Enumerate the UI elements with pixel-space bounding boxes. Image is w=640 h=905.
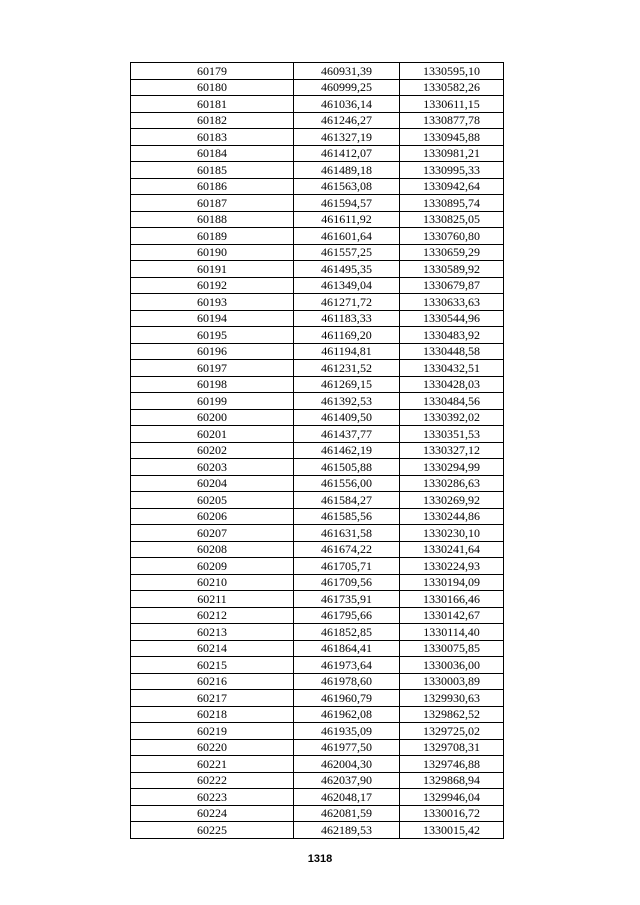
table-row	[131, 360, 504, 377]
point-id-cell: 60200	[131, 409, 294, 426]
y-coordinate-cell: 1330269,92	[400, 492, 504, 509]
y-coordinate-cell: 1330230,10	[400, 525, 504, 542]
x-coordinate-cell: 461601,64	[294, 228, 400, 245]
x-coordinate-cell: 461631,58	[294, 525, 400, 542]
table-row	[131, 409, 504, 426]
point-id-cell: 60185	[131, 162, 294, 179]
y-coordinate-cell: 1330351,53	[400, 426, 504, 443]
point-id-cell: 60184	[131, 145, 294, 162]
y-coordinate-cell: 1330428,03	[400, 376, 504, 393]
point-id-cell: 60187	[131, 195, 294, 212]
x-coordinate-cell: 461462,19	[294, 442, 400, 459]
table-row	[131, 591, 504, 608]
y-coordinate-cell: 1330244,86	[400, 508, 504, 525]
x-coordinate-cell: 461705,71	[294, 558, 400, 575]
point-id-cell: 60190	[131, 244, 294, 261]
x-coordinate-cell: 461709,56	[294, 574, 400, 591]
table-row	[131, 756, 504, 773]
y-coordinate-cell: 1330942,64	[400, 178, 504, 195]
x-coordinate-cell: 461036,14	[294, 96, 400, 113]
table-row	[131, 739, 504, 756]
coordinates-table-wrapper	[130, 62, 503, 839]
table-row	[131, 178, 504, 195]
y-coordinate-cell: 1329708,31	[400, 739, 504, 756]
point-id-cell: 60188	[131, 211, 294, 228]
x-coordinate-cell: 461674,22	[294, 541, 400, 558]
point-id-cell: 60198	[131, 376, 294, 393]
point-id-cell: 60181	[131, 96, 294, 113]
x-coordinate-cell: 461409,50	[294, 409, 400, 426]
table-row	[131, 541, 504, 558]
table-row	[131, 723, 504, 740]
table-row	[131, 574, 504, 591]
point-id-cell: 60205	[131, 492, 294, 509]
point-id-cell: 60222	[131, 772, 294, 789]
x-coordinate-cell: 460931,39	[294, 63, 400, 80]
y-coordinate-cell: 1330142,67	[400, 607, 504, 624]
y-coordinate-cell: 1330241,64	[400, 541, 504, 558]
y-coordinate-cell: 1330016,72	[400, 805, 504, 822]
x-coordinate-cell: 461563,08	[294, 178, 400, 195]
x-coordinate-cell: 461978,60	[294, 673, 400, 690]
y-coordinate-cell: 1330760,80	[400, 228, 504, 245]
point-id-cell: 60213	[131, 624, 294, 641]
y-coordinate-cell: 1330981,21	[400, 145, 504, 162]
y-coordinate-cell: 1330003,89	[400, 673, 504, 690]
y-coordinate-cell: 1330611,15	[400, 96, 504, 113]
table-row	[131, 673, 504, 690]
table-row	[131, 195, 504, 212]
x-coordinate-cell: 462004,30	[294, 756, 400, 773]
table-row	[131, 277, 504, 294]
table-row	[131, 690, 504, 707]
table-row	[131, 607, 504, 624]
point-id-cell: 60201	[131, 426, 294, 443]
table-row	[131, 343, 504, 360]
table-row	[131, 508, 504, 525]
y-coordinate-cell: 1329930,63	[400, 690, 504, 707]
x-coordinate-cell: 461557,25	[294, 244, 400, 261]
x-coordinate-cell: 461246,27	[294, 112, 400, 129]
table-row	[131, 426, 504, 443]
x-coordinate-cell: 461183,33	[294, 310, 400, 327]
table-row	[131, 442, 504, 459]
point-id-cell: 60216	[131, 673, 294, 690]
point-id-cell: 60197	[131, 360, 294, 377]
y-coordinate-cell: 1330945,88	[400, 129, 504, 146]
table-row	[131, 525, 504, 542]
y-coordinate-cell: 1330633,63	[400, 294, 504, 311]
y-coordinate-cell: 1329946,04	[400, 789, 504, 806]
x-coordinate-cell: 461852,85	[294, 624, 400, 641]
table-row	[131, 805, 504, 822]
point-id-cell: 60202	[131, 442, 294, 459]
table-row	[131, 772, 504, 789]
point-id-cell: 60208	[131, 541, 294, 558]
y-coordinate-cell: 1330166,46	[400, 591, 504, 608]
point-id-cell: 60212	[131, 607, 294, 624]
x-coordinate-cell: 461594,57	[294, 195, 400, 212]
y-coordinate-cell: 1330589,92	[400, 261, 504, 278]
point-id-cell: 60204	[131, 475, 294, 492]
x-coordinate-cell: 461960,79	[294, 690, 400, 707]
table-row	[131, 459, 504, 476]
table-row	[131, 657, 504, 674]
x-coordinate-cell: 462081,59	[294, 805, 400, 822]
table-row	[131, 789, 504, 806]
table-row	[131, 96, 504, 113]
point-id-cell: 60210	[131, 574, 294, 591]
point-id-cell: 60221	[131, 756, 294, 773]
point-id-cell: 60182	[131, 112, 294, 129]
point-id-cell: 60223	[131, 789, 294, 806]
x-coordinate-cell: 461194,81	[294, 343, 400, 360]
x-coordinate-cell: 461556,00	[294, 475, 400, 492]
point-id-cell: 60219	[131, 723, 294, 740]
y-coordinate-cell: 1330224,93	[400, 558, 504, 575]
table-row	[131, 294, 504, 311]
table-row	[131, 162, 504, 179]
table-row	[131, 63, 504, 80]
x-coordinate-cell: 461864,41	[294, 640, 400, 657]
point-id-cell: 60217	[131, 690, 294, 707]
point-id-cell: 60186	[131, 178, 294, 195]
y-coordinate-cell: 1330286,63	[400, 475, 504, 492]
table-row	[131, 244, 504, 261]
y-coordinate-cell: 1330294,99	[400, 459, 504, 476]
y-coordinate-cell: 1330484,56	[400, 393, 504, 410]
y-coordinate-cell: 1330659,29	[400, 244, 504, 261]
table-row	[131, 211, 504, 228]
y-coordinate-cell: 1330015,42	[400, 822, 504, 839]
table-row	[131, 624, 504, 641]
table-row	[131, 558, 504, 575]
table-row	[131, 376, 504, 393]
point-id-cell: 60183	[131, 129, 294, 146]
point-id-cell: 60214	[131, 640, 294, 657]
x-coordinate-cell: 461437,77	[294, 426, 400, 443]
point-id-cell: 60199	[131, 393, 294, 410]
y-coordinate-cell: 1330895,74	[400, 195, 504, 212]
point-id-cell: 60215	[131, 657, 294, 674]
x-coordinate-cell: 462037,90	[294, 772, 400, 789]
y-coordinate-cell: 1330114,40	[400, 624, 504, 641]
point-id-cell: 60179	[131, 63, 294, 80]
table-row	[131, 327, 504, 344]
x-coordinate-cell: 461584,27	[294, 492, 400, 509]
x-coordinate-cell: 461977,50	[294, 739, 400, 756]
y-coordinate-cell: 1330392,02	[400, 409, 504, 426]
x-coordinate-cell: 461585,56	[294, 508, 400, 525]
table-row	[131, 310, 504, 327]
y-coordinate-cell: 1330544,96	[400, 310, 504, 327]
table-row	[131, 228, 504, 245]
x-coordinate-cell: 461935,09	[294, 723, 400, 740]
y-coordinate-cell: 1330432,51	[400, 360, 504, 377]
point-id-cell: 60192	[131, 277, 294, 294]
point-id-cell: 60189	[131, 228, 294, 245]
x-coordinate-cell: 462048,17	[294, 789, 400, 806]
x-coordinate-cell: 461611,92	[294, 211, 400, 228]
point-id-cell: 60225	[131, 822, 294, 839]
y-coordinate-cell: 1330036,00	[400, 657, 504, 674]
x-coordinate-cell: 461735,91	[294, 591, 400, 608]
x-coordinate-cell: 462189,53	[294, 822, 400, 839]
y-coordinate-cell: 1330327,12	[400, 442, 504, 459]
table-row	[131, 393, 504, 410]
table-row	[131, 129, 504, 146]
point-id-cell: 60220	[131, 739, 294, 756]
x-coordinate-cell: 461392,53	[294, 393, 400, 410]
x-coordinate-cell: 461327,19	[294, 129, 400, 146]
point-id-cell: 60209	[131, 558, 294, 575]
x-coordinate-cell: 461231,52	[294, 360, 400, 377]
point-id-cell: 60191	[131, 261, 294, 278]
x-coordinate-cell: 460999,25	[294, 79, 400, 96]
y-coordinate-cell: 1329862,52	[400, 706, 504, 723]
x-coordinate-cell: 461412,07	[294, 145, 400, 162]
table-row	[131, 706, 504, 723]
table-row	[131, 79, 504, 96]
x-coordinate-cell: 461489,18	[294, 162, 400, 179]
y-coordinate-cell: 1330877,78	[400, 112, 504, 129]
x-coordinate-cell: 461962,08	[294, 706, 400, 723]
point-id-cell: 60194	[131, 310, 294, 327]
table-row	[131, 261, 504, 278]
table-row	[131, 145, 504, 162]
point-id-cell: 60206	[131, 508, 294, 525]
y-coordinate-cell: 1330194,09	[400, 574, 504, 591]
table-row	[131, 822, 504, 839]
point-id-cell: 60195	[131, 327, 294, 344]
point-id-cell: 60193	[131, 294, 294, 311]
x-coordinate-cell: 461505,88	[294, 459, 400, 476]
x-coordinate-cell: 461495,35	[294, 261, 400, 278]
point-id-cell: 60218	[131, 706, 294, 723]
point-id-cell: 60203	[131, 459, 294, 476]
coordinates-table-body	[131, 63, 504, 839]
y-coordinate-cell: 1330075,85	[400, 640, 504, 657]
y-coordinate-cell: 1330595,10	[400, 63, 504, 80]
table-row	[131, 492, 504, 509]
x-coordinate-cell: 461169,20	[294, 327, 400, 344]
point-id-cell: 60211	[131, 591, 294, 608]
y-coordinate-cell: 1329725,02	[400, 723, 504, 740]
y-coordinate-cell: 1330483,92	[400, 327, 504, 344]
x-coordinate-cell: 461349,04	[294, 277, 400, 294]
point-id-cell: 60224	[131, 805, 294, 822]
y-coordinate-cell: 1330679,87	[400, 277, 504, 294]
x-coordinate-cell: 461795,66	[294, 607, 400, 624]
x-coordinate-cell: 461269,15	[294, 376, 400, 393]
table-row	[131, 475, 504, 492]
y-coordinate-cell: 1329746,88	[400, 756, 504, 773]
table-row	[131, 112, 504, 129]
coordinates-table	[130, 62, 504, 839]
page-number: 1318	[307, 853, 333, 865]
x-coordinate-cell: 461973,64	[294, 657, 400, 674]
point-id-cell: 60196	[131, 343, 294, 360]
y-coordinate-cell: 1330448,58	[400, 343, 504, 360]
x-coordinate-cell: 461271,72	[294, 294, 400, 311]
point-id-cell: 60207	[131, 525, 294, 542]
table-row	[131, 640, 504, 657]
y-coordinate-cell: 1329868,94	[400, 772, 504, 789]
y-coordinate-cell: 1330582,26	[400, 79, 504, 96]
point-id-cell: 60180	[131, 79, 294, 96]
y-coordinate-cell: 1330825,05	[400, 211, 504, 228]
y-coordinate-cell: 1330995,33	[400, 162, 504, 179]
